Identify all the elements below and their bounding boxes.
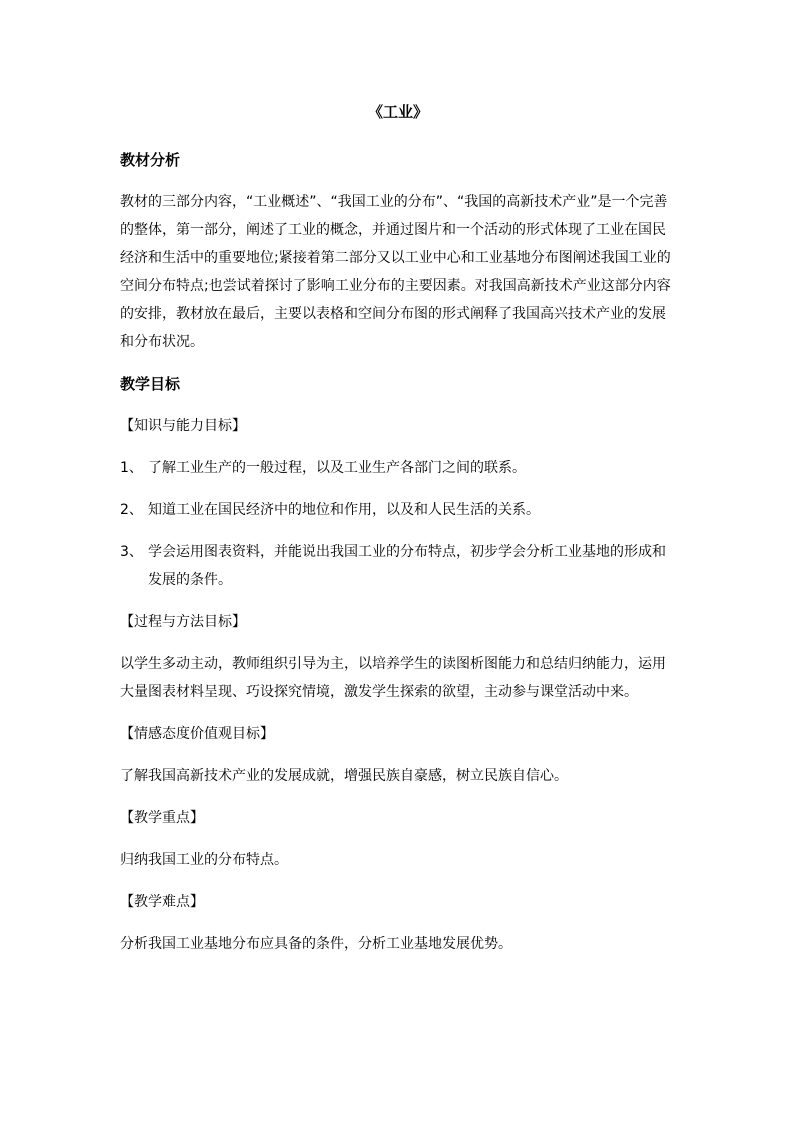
list-item-text: 了解工业生产的一般过程，以及工业生产各部门之间的联系。 xyxy=(148,460,526,476)
list-item xyxy=(120,454,676,482)
key-point-label: 【教学重点】 xyxy=(120,810,204,826)
list-item xyxy=(120,496,676,524)
document-title: 《工业》 xyxy=(367,103,428,121)
process-goals-label: 【过程与方法目标】 xyxy=(120,614,246,630)
emotion-goals-paragraph: 了解我国高新技术产业的发展成就，增强民族自豪感，树立民族自信心。 xyxy=(120,768,568,784)
list-item-number: 3、 xyxy=(120,544,143,560)
process-goals-paragraph: 以学生多动主动，教师组织引导为主，以培养学生的读图析图能力和总结归纳能力，运用大量图表材料呈现、巧设探究情境，激发学生探索的欲望，主动参与课堂活动中来。 xyxy=(120,656,666,700)
section-heading-goals: 教学目标 xyxy=(120,375,181,393)
difficulty-label: 【教学难点】 xyxy=(120,894,204,910)
list-item xyxy=(120,538,676,594)
knowledge-goals-label: 【知识与能力目标】 xyxy=(120,418,246,434)
list-item-number: 2、 xyxy=(120,502,143,518)
list-item-text: 学会运用图表资料，并能说出我国工业的分布特点，初步学会分析工业基地的形成和发展的条件。 xyxy=(148,544,666,588)
emotion-goals-label: 【情感态度价值观目标】 xyxy=(120,726,274,742)
section-heading-analysis: 教材分析 xyxy=(120,151,181,169)
document-content xyxy=(120,98,676,972)
list-item-number: 1、 xyxy=(120,460,143,476)
list-item-text: 知道工业在国民经济中的地位和作用，以及和人民生活的关系。 xyxy=(148,502,540,518)
difficulty-paragraph: 分析我国工业基地分布应具备的条件，分析工业基地发展优势。 xyxy=(120,936,512,952)
key-point-paragraph: 归纳我国工业的分布特点。 xyxy=(120,852,288,868)
analysis-paragraph: 教材的三部分内容，“工业概述”、“我国工业的分布”、“我国的高新技术产业”是一个完善的整体，第一部分，阐述了工业的概念，并通过图片和一个活动的形式体现了工业在国民经济和生活中的重要地位;紧接着第二部分又以工业中心和工业基地分布图阐述我国工业的空间分布特点;也尝试着探讨了影响工业分布的主要因素。对我国高新技术产业这部分内容的安排，教材放在最后，主要以表格和空间分布图的形式阐释了我国高兴技术产业的发展和分布状况。 xyxy=(120,194,671,350)
